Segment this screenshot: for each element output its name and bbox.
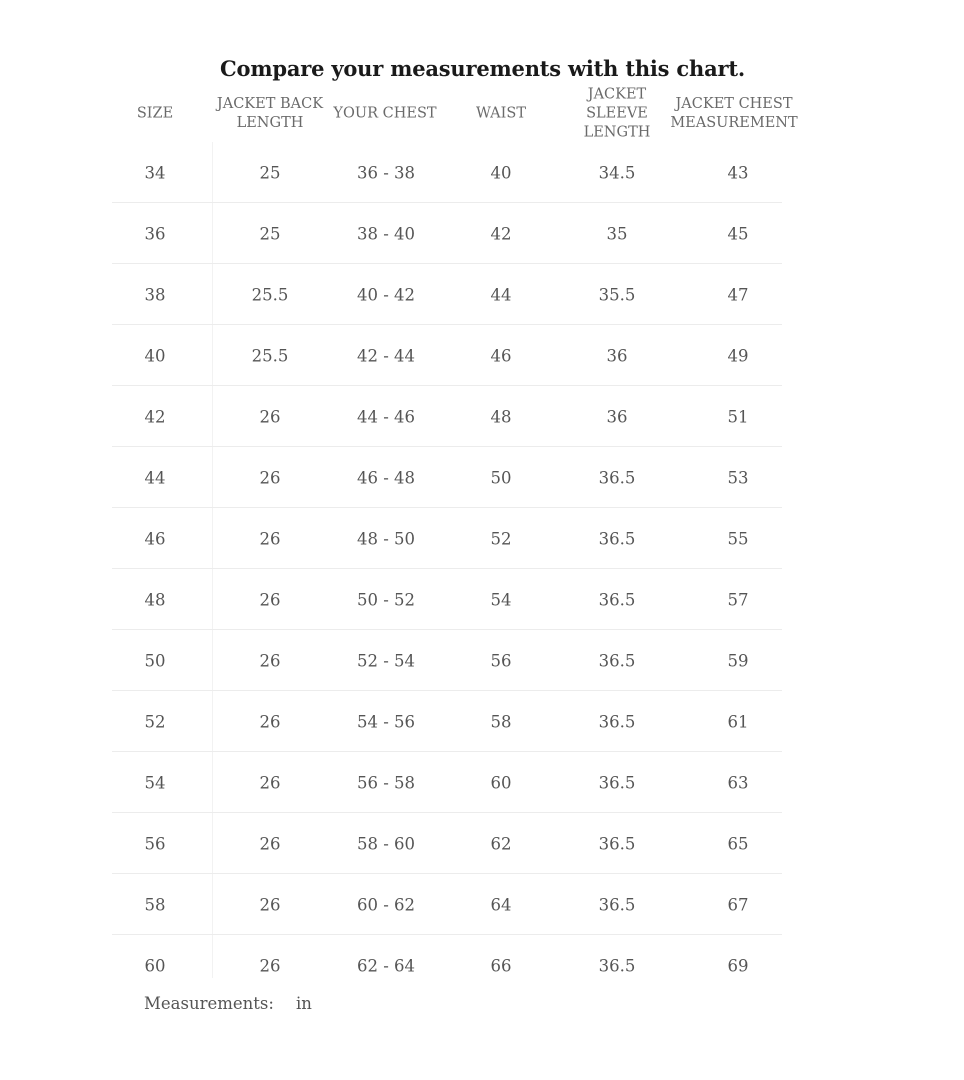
cell-your-chest: 38 - 40 [356, 224, 416, 243]
cell-jacket-sleeve-length: 36.5 [598, 712, 636, 731]
cell-waist: 54 [490, 590, 512, 609]
cell-jacket-chest-measurement: 61 [727, 712, 749, 731]
cell-size: 34 [144, 163, 166, 182]
cell-your-chest: 46 - 48 [356, 468, 416, 487]
cell-jacket-chest-measurement: 65 [727, 834, 749, 853]
cell-jacket-back-length: 26 [259, 651, 281, 670]
cell-size: 50 [144, 651, 166, 670]
column-header-jacket-back-length: JACKET BACK LENGTH [216, 96, 324, 131]
cell-jacket-back-length: 26 [259, 407, 281, 426]
cell-jacket-chest-measurement: 57 [727, 590, 749, 609]
cell-size: 52 [144, 712, 166, 731]
cell-jacket-back-length: 26 [259, 956, 281, 975]
cell-waist: 62 [490, 834, 512, 853]
cell-waist: 48 [490, 407, 512, 426]
cell-your-chest: 36 - 38 [356, 163, 416, 182]
table-row [0, 813, 964, 874]
cell-size: 38 [144, 285, 166, 304]
cell-waist: 50 [490, 468, 512, 487]
cell-your-chest: 42 - 44 [356, 346, 416, 365]
cell-your-chest: 50 - 52 [356, 590, 416, 609]
cell-size: 44 [144, 468, 166, 487]
cell-jacket-back-length: 25.5 [251, 285, 289, 304]
cell-jacket-chest-measurement: 51 [727, 407, 749, 426]
cell-jacket-sleeve-length: 34.5 [598, 163, 636, 182]
table-row [0, 874, 964, 935]
cell-size: 36 [144, 224, 166, 243]
table-row [0, 142, 964, 203]
cell-your-chest: 58 - 60 [356, 834, 416, 853]
table-row [0, 203, 964, 264]
column-header-size: SIZE [136, 105, 174, 122]
cell-size: 46 [144, 529, 166, 548]
cell-waist: 66 [490, 956, 512, 975]
cell-your-chest: 56 - 58 [356, 773, 416, 792]
cell-jacket-chest-measurement: 69 [727, 956, 749, 975]
cell-size: 48 [144, 590, 166, 609]
cell-waist: 64 [490, 895, 512, 914]
cell-your-chest: 48 - 50 [356, 529, 416, 548]
table-row [0, 569, 964, 630]
cell-waist: 60 [490, 773, 512, 792]
cell-jacket-sleeve-length: 36.5 [598, 590, 636, 609]
cell-jacket-back-length: 26 [259, 895, 281, 914]
cell-size: 56 [144, 834, 166, 853]
cell-your-chest: 54 - 56 [356, 712, 416, 731]
table-row [0, 508, 964, 569]
cell-jacket-back-length: 26 [259, 834, 281, 853]
cell-waist: 40 [490, 163, 512, 182]
table-row [0, 447, 964, 508]
table-row [0, 691, 964, 752]
cell-jacket-back-length: 26 [259, 529, 281, 548]
cell-waist: 44 [490, 285, 512, 304]
cell-your-chest: 62 - 64 [356, 956, 416, 975]
table-row [0, 630, 964, 691]
cell-jacket-sleeve-length: 36 [606, 346, 628, 365]
cell-waist: 52 [490, 529, 512, 548]
cell-jacket-sleeve-length: 36.5 [598, 529, 636, 548]
cell-jacket-sleeve-length: 36.5 [598, 468, 636, 487]
cell-jacket-chest-measurement: 63 [727, 773, 749, 792]
cell-jacket-sleeve-length: 36.5 [598, 651, 636, 670]
measurement-unit: in [295, 994, 312, 1013]
cell-jacket-sleeve-length: 35 [606, 224, 628, 243]
cell-jacket-chest-measurement: 43 [727, 163, 749, 182]
cell-jacket-chest-measurement: 49 [727, 346, 749, 365]
table-row [0, 386, 964, 447]
cell-waist: 46 [490, 346, 512, 365]
cell-size: 40 [144, 346, 166, 365]
cell-waist: 42 [490, 224, 512, 243]
cell-jacket-back-length: 25 [259, 163, 281, 182]
cell-jacket-back-length: 26 [259, 590, 281, 609]
cell-size: 54 [144, 773, 166, 792]
cell-jacket-chest-measurement: 53 [727, 468, 749, 487]
cell-jacket-chest-measurement: 59 [727, 651, 749, 670]
cell-jacket-chest-measurement: 47 [727, 285, 749, 304]
column-header-jacket-sleeve-length: JACKET SLEEVE LENGTH [583, 86, 651, 141]
table-row [0, 752, 964, 813]
chart-title: Compare your measurements with this chart. [220, 56, 745, 81]
cell-your-chest: 52 - 54 [356, 651, 416, 670]
cell-jacket-sleeve-length: 36.5 [598, 773, 636, 792]
cell-jacket-sleeve-length: 36.5 [598, 956, 636, 975]
cell-your-chest: 40 - 42 [356, 285, 416, 304]
cell-jacket-chest-measurement: 67 [727, 895, 749, 914]
cell-jacket-back-length: 25.5 [251, 346, 289, 365]
measurement-units-note [144, 994, 312, 1013]
cell-waist: 56 [490, 651, 512, 670]
cell-size: 60 [144, 956, 166, 975]
cell-jacket-back-length: 26 [259, 773, 281, 792]
cell-jacket-chest-measurement: 45 [727, 224, 749, 243]
table-row [0, 264, 964, 325]
cell-jacket-sleeve-length: 36 [606, 407, 628, 426]
cell-jacket-sleeve-length: 36.5 [598, 895, 636, 914]
cell-jacket-sleeve-length: 35.5 [598, 285, 636, 304]
cell-jacket-sleeve-length: 36.5 [598, 834, 636, 853]
table-row [0, 325, 964, 386]
column-header-jacket-chest-measurement: JACKET CHEST MEASUREMENT [670, 96, 798, 131]
cell-jacket-chest-measurement: 55 [727, 529, 749, 548]
cell-jacket-back-length: 25 [259, 224, 281, 243]
cell-size: 58 [144, 895, 166, 914]
measurements-label: Measurements: [144, 994, 274, 1013]
column-header-waist: WAIST [476, 105, 526, 122]
cell-your-chest: 60 - 62 [356, 895, 416, 914]
cell-waist: 58 [490, 712, 512, 731]
cell-your-chest: 44 - 46 [356, 407, 416, 426]
cell-jacket-back-length: 26 [259, 712, 281, 731]
table-row [0, 935, 964, 996]
column-header-your-chest: YOUR CHEST [333, 105, 437, 122]
cell-size: 42 [144, 407, 166, 426]
cell-jacket-back-length: 26 [259, 468, 281, 487]
